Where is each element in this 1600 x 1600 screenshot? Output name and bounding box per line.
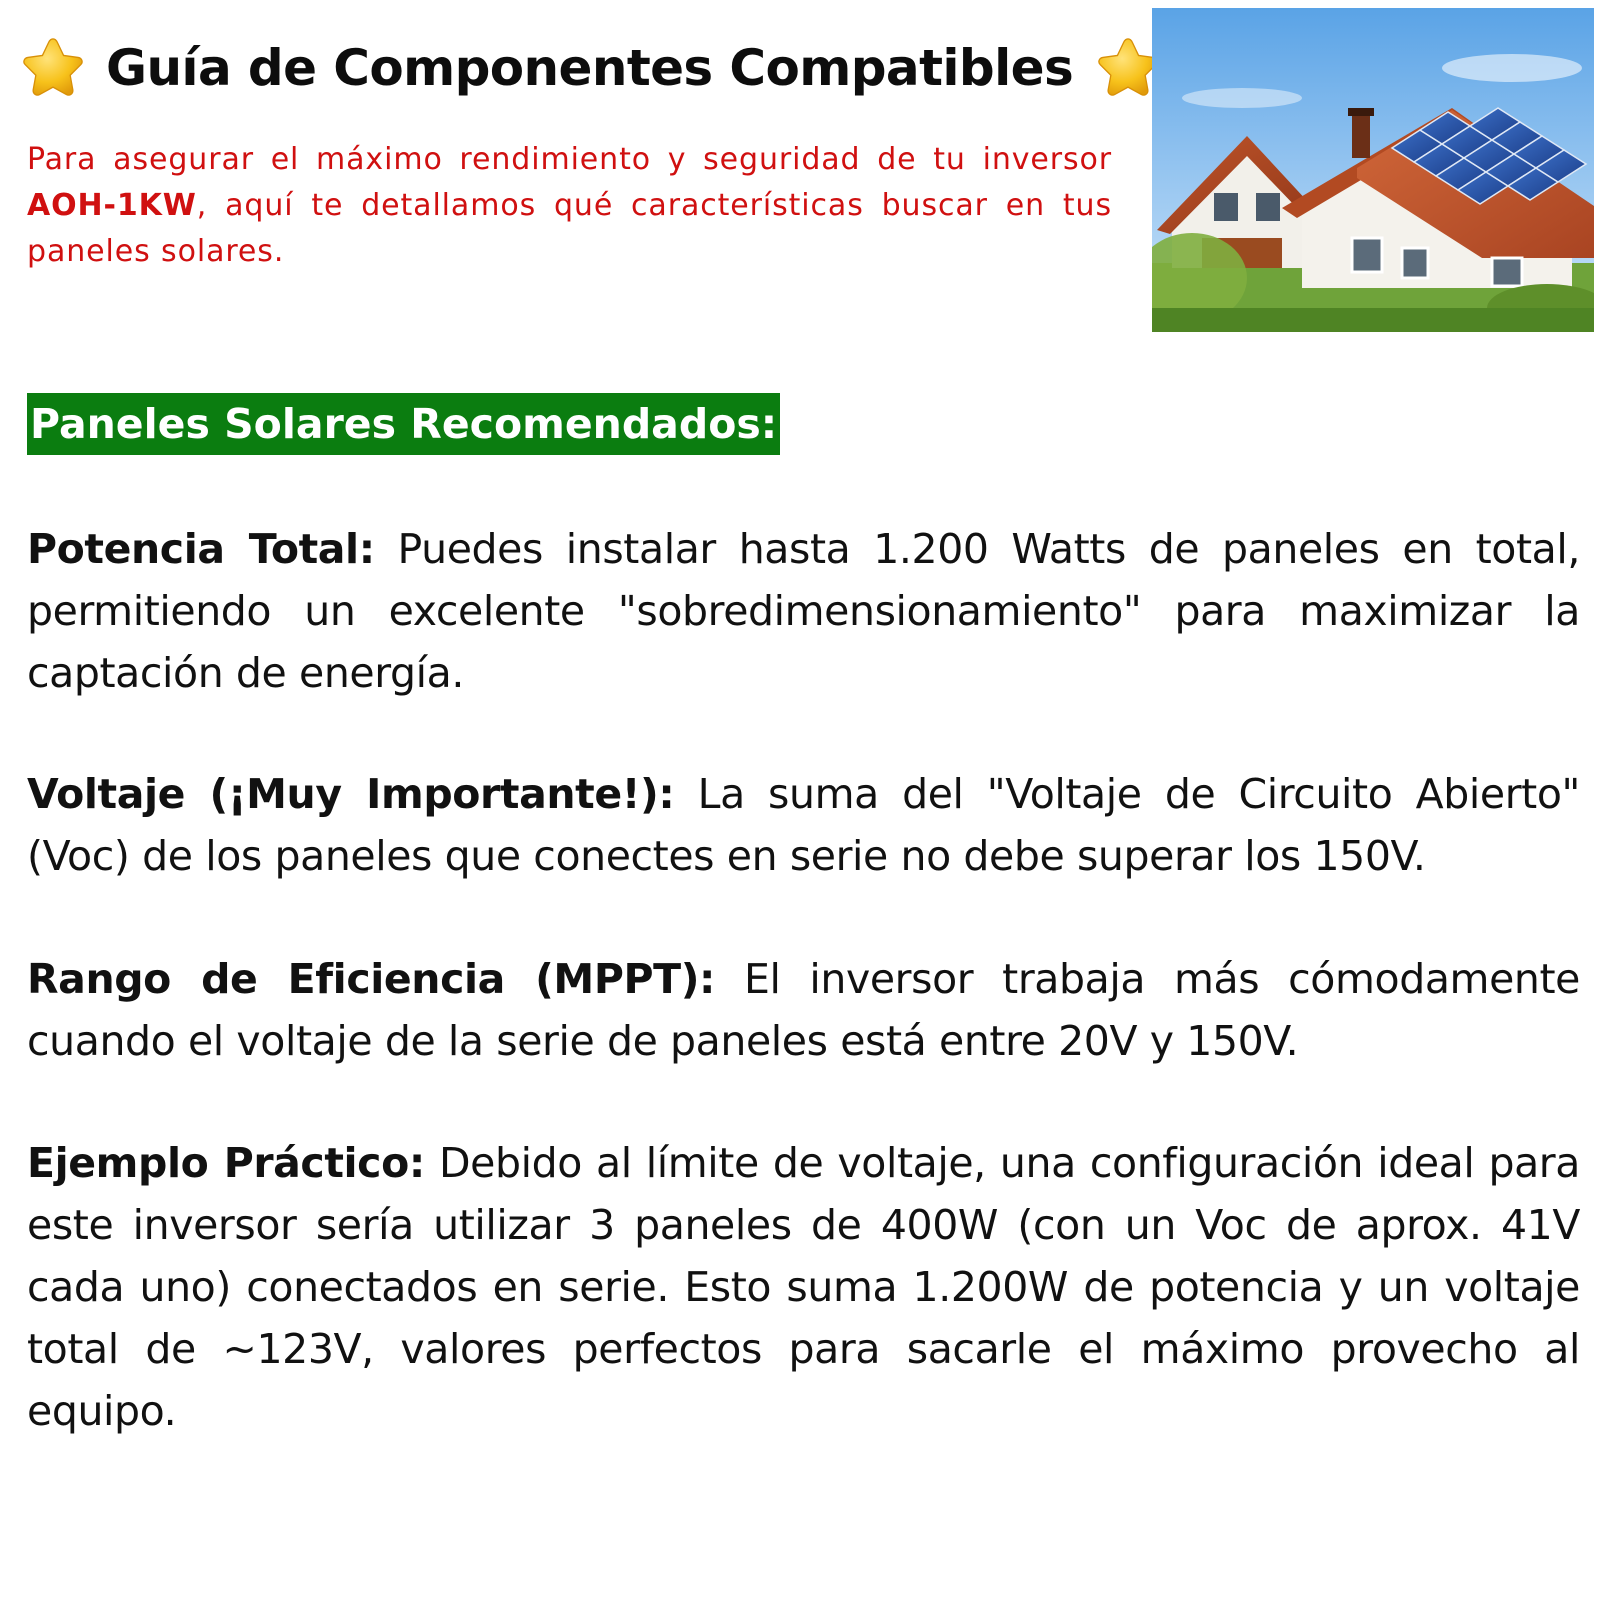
- spec-label: Ejemplo Práctico:: [27, 1139, 425, 1187]
- spec-item-mppt-range: [27, 948, 1580, 1072]
- intro-text-before: Para asegurar el máximo rendimiento y seguridad de tu inversor: [27, 142, 1112, 177]
- title-row: [20, 28, 1130, 108]
- intro-text-after: , aquí te detallamos qué características buscar en tus paneles solares.: [27, 188, 1112, 269]
- spec-label: Voltaje (¡Muy Importante!):: [27, 770, 675, 818]
- intro-text: [27, 137, 1112, 275]
- spec-label: Potencia Total:: [27, 525, 375, 573]
- star-icon: [20, 35, 86, 101]
- spec-text: Debido al límite de voltaje, una configuración ideal para este inversor sería utilizar 3 paneles de 400W (con un Voc de aprox. 41V cada uno) conectados en serie. Esto suma 1.200W de potencia y un voltaje total de ~123V, valores perfectos para sacarle el máximo provecho al equipo.: [27, 1139, 1580, 1435]
- spec-text: La suma del "Voltaje de Circuito Abierto" (Voc) de los paneles que conectes en serie no debe superar los 150V.: [27, 770, 1580, 880]
- inverter-model: AOH-1KW: [27, 188, 197, 223]
- spec-item-total-power: [27, 518, 1580, 704]
- section-heading: Paneles Solares Recomendados:: [27, 393, 780, 455]
- spec-label: Rango de Eficiencia (MPPT):: [27, 955, 716, 1003]
- page-title: Guía de Componentes Compatibles: [106, 39, 1074, 97]
- spec-item-practical-example: [27, 1132, 1580, 1442]
- spec-item-voltage: [27, 763, 1580, 887]
- spec-text: El inversor trabaja más cómodamente cuando el voltaje de la serie de paneles está entre 20V y 150V.: [27, 955, 1580, 1065]
- spec-text: Puedes instalar hasta 1.200 Watts de paneles en total, permitiendo un excelente "sobredimensionamiento" para maximizar la captación de energía.: [27, 525, 1580, 697]
- house-solar-photo: [1152, 8, 1594, 332]
